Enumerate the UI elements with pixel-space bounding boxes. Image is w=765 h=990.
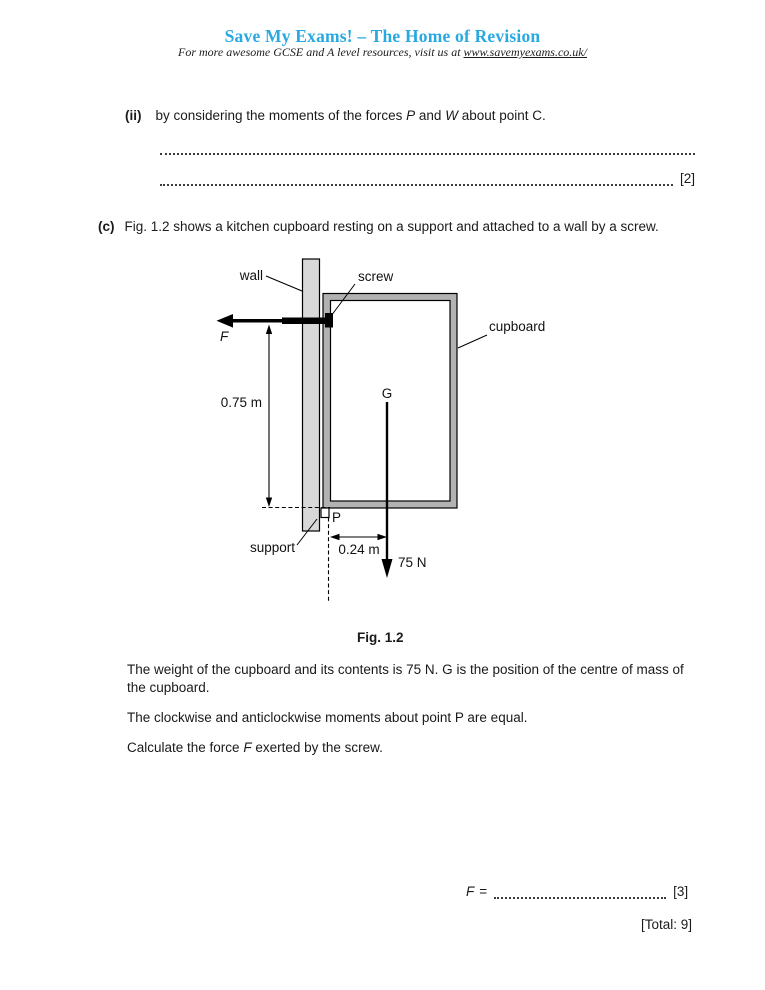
site-subtitle <box>0 45 765 60</box>
force-w-symbol: W <box>445 108 458 123</box>
force-f-label: F <box>220 329 229 344</box>
marks-3: [3] <box>673 884 689 899</box>
answer-f-line <box>494 885 666 899</box>
site-link[interactable]: www.savemyexams.co.uk/ <box>463 45 587 59</box>
question-ii-number: (ii) <box>125 108 142 123</box>
width-dim-label: 0.24 m <box>338 542 380 557</box>
screw-head-shape <box>325 313 333 328</box>
subtitle-text: For more awesome GCSE and A level resources, visit us at <box>178 45 464 59</box>
paragraph-calculate-text-2: exerted by the screw. <box>251 740 383 755</box>
question-ii <box>125 107 546 124</box>
question-ii-text-3: about point C. <box>457 108 546 123</box>
answer-f-row <box>466 884 688 899</box>
force-f-arrowhead <box>217 314 234 328</box>
height-dim-arrow-up <box>266 325 272 335</box>
cupboard-diagram <box>180 255 580 615</box>
force-f-inline-symbol: F <box>243 740 252 755</box>
centre-of-mass-label: G <box>381 386 393 401</box>
height-dim-arrow-down <box>266 498 272 508</box>
paragraph-calculate <box>127 739 705 757</box>
width-dim-arrow-right <box>378 534 388 540</box>
figure-caption: Fig. 1.2 <box>357 630 404 645</box>
screw-shape <box>282 318 330 325</box>
paragraph-calculate-text-1: Calculate the force <box>127 740 244 755</box>
support-label: support <box>249 540 295 555</box>
cupboard-leader-line <box>458 335 487 348</box>
wall-leader-line <box>266 276 302 291</box>
question-ii-text-2: and <box>415 108 446 123</box>
answer-f-symbol: F <box>466 884 475 899</box>
wall-shape <box>303 259 320 531</box>
answer-line-2 <box>160 172 673 186</box>
total-marks: [Total: 9] <box>640 917 692 932</box>
question-ii-text-1: by considering the moments of the forces <box>155 108 407 123</box>
part-c-number: (c) <box>98 219 115 234</box>
pivot-p-label: P <box>332 510 342 525</box>
weight-arrowhead <box>382 559 393 578</box>
screw-label: screw <box>358 269 394 284</box>
wall-label: wall <box>239 268 263 283</box>
width-dim-arrow-left <box>330 534 340 540</box>
paragraph-moments: The clockwise and anticlockwise moments about point P are equal. <box>127 710 528 725</box>
height-dim-label: 0.75 m <box>220 395 262 410</box>
answer-equals: = <box>479 884 488 899</box>
marks-2: [2] <box>679 171 695 186</box>
part-c <box>98 218 659 235</box>
answer-line-2-row <box>160 172 695 186</box>
pivot-p-marker <box>321 508 329 518</box>
answer-line-1 <box>160 141 695 155</box>
paragraph-weight: The weight of the cupboard and its contents is 75 N. G is the position of the centre of mass of the cupboard. <box>127 662 684 695</box>
force-p-symbol: P <box>406 108 416 123</box>
cupboard-label: cupboard <box>489 319 546 334</box>
part-c-text: Fig. 1.2 shows a kitchen cupboard resting on a support and attached to a wall by a screw. <box>124 219 659 234</box>
weight-label: 75 N <box>398 555 427 570</box>
site-title: Save My Exams! – The Home of Revision <box>224 26 541 46</box>
